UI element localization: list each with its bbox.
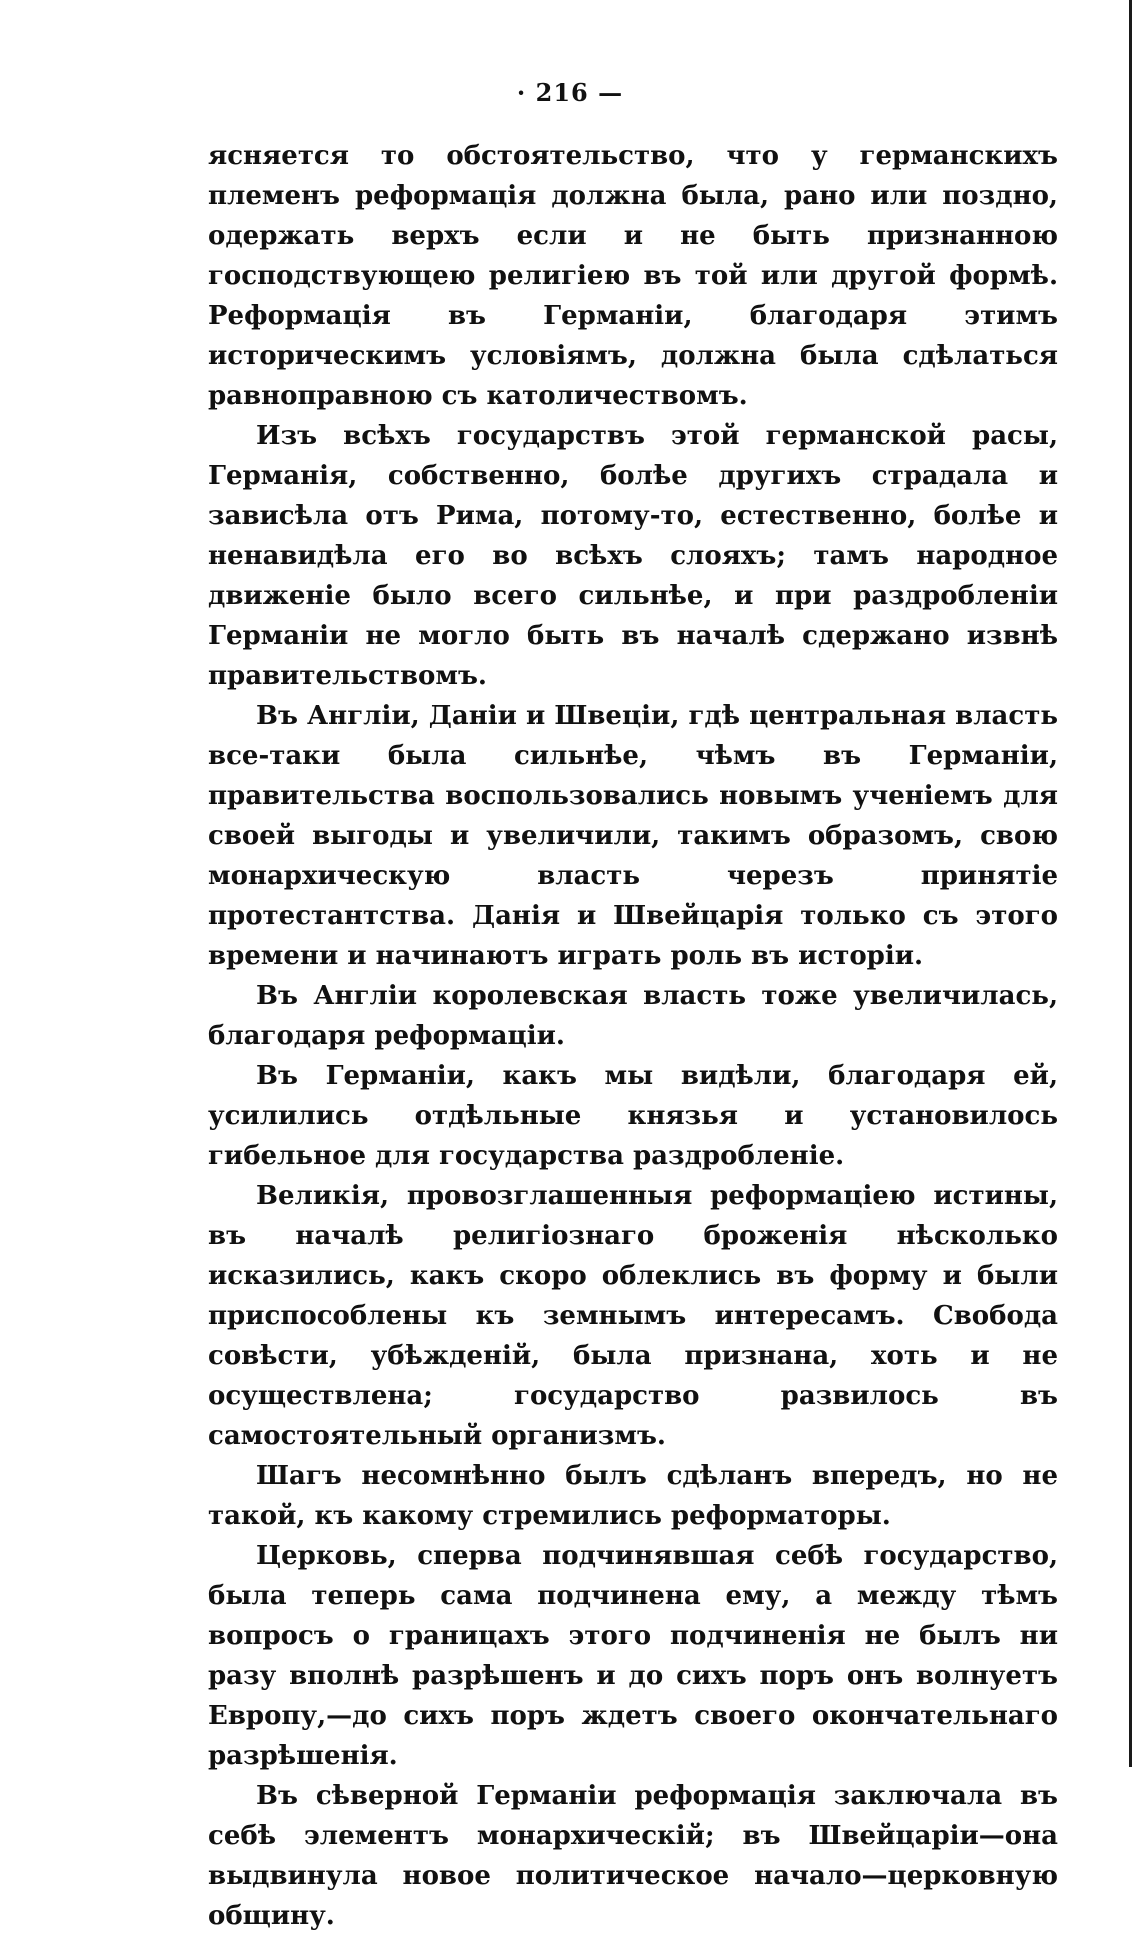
- paragraph-2: Изъ всѣхъ государствъ этой германской расы, Германія, собственно, болѣе другихъ страдала и зависѣла отъ Рима, потому-то, естественно, болѣе и ненавидѣла его во всѣхъ слояхъ; тамъ народное движеніе было всего сильнѣе, и при раздробленіи Германіи не могло быть въ началѣ сдержано извнѣ правительствомъ.: [208, 421, 1058, 691]
- paragraph-4: Въ Англіи королевская власть тоже увеличилась, благодаря реформаціи.: [208, 981, 1058, 1051]
- paragraph-8: Церковь, сперва подчинявшая себѣ государство, была теперь сама подчинена ему, а между тѣмъ вопросъ о границахъ этого подчиненія не былъ ни разу вполнѣ разрѣшенъ и до сихъ поръ онъ волнуетъ Европу,—до сихъ поръ ждетъ своего окончательнаго разрѣшенія.: [208, 1541, 1058, 1771]
- paragraph-9: Въ сѣверной Германіи реформація заключала въ себѣ элементъ монархическій; въ Швейцаріи—она выдвинула новое политическое начало—церковную общину.: [208, 1781, 1058, 1931]
- scan-edge-line: [1129, 0, 1140, 1767]
- paragraph-5: Въ Германіи, какъ мы видѣли, благодаря ей, усилились отдѣльные князья и установилось гибельное для государства раздробленіе.: [208, 1061, 1058, 1171]
- paragraph-6: Великія, провозглашенныя реформаціею истины, въ началѣ религіознаго броженія нѣсколько исказились, какъ скоро облеклись въ форму и были приспособлены къ земнымъ интересамъ. Свобода совѣсти, убѣжденій, была признана, хоть и не осуществлена; государство развилось въ самостоятельный организмъ.: [208, 1181, 1058, 1451]
- paragraph-3: Въ Англіи, Даніи и Швеціи, гдѣ центральная власть все-таки была сильнѣе, чѣмъ въ Германіи, правительства воспользовались новымъ ученіемъ для своей выгоды и увеличили, такимъ образомъ, свою монархическую власть черезъ принятіе протестантства. Данія и Швейцарія только съ этого времени и начинаютъ играть роль въ исторіи.: [208, 701, 1058, 971]
- paragraph-1: ясняется то обстоятельство, что у германскихъ племенъ реформація должна была, рано или поздно, одержать верхъ если и не быть признанною господствующею религіею въ той или другой формѣ. Реформація въ Германіи, благодаря этимъ историческимъ условіямъ, должна была сдѣлаться равноправною съ католичествомъ.: [208, 141, 1058, 411]
- page-number: · 216 —: [516, 78, 624, 107]
- paragraph-7: Шагъ несомнѣнно былъ сдѣланъ впередъ, но не такой, къ какому стремились реформаторы.: [208, 1461, 1058, 1531]
- body-text: [208, 136, 1058, 1936]
